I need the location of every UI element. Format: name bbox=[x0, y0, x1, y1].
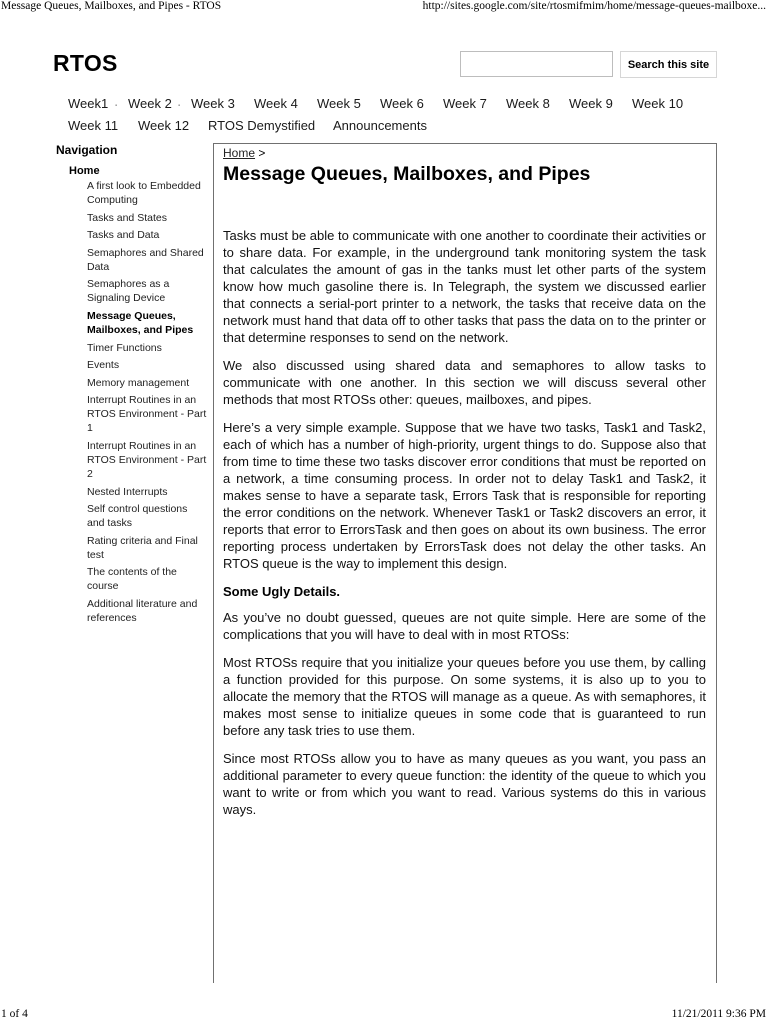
sidebar-item-self-control[interactable]: Self control questions and tasks bbox=[87, 503, 188, 530]
print-footer bbox=[0, 1008, 768, 1024]
nav-link-week4[interactable]: Week 4 bbox=[254, 96, 298, 111]
sidebar-item-nested-interrupts[interactable]: Nested Interrupts bbox=[87, 485, 168, 498]
nav-link-week3[interactable]: Week 3 bbox=[191, 96, 235, 111]
body-paragraph: Tasks must be able to communicate with one another to coordinate their activities or to share data. For example, in the underground tank monitoring system the task that calculates the amount of gas in the tanks must let other parts of the system know how much gasoline there is. In Telegraph, the system we discussed earlier that connects a serial-port printer to a network, the tasks that receive data on the network must hand that data off to other tasks that pass the data on to the printer or that determine responses to send on the network. bbox=[223, 228, 706, 345]
sidebar-item-timer-functions[interactable]: Timer Functions bbox=[87, 341, 162, 354]
nav-link-announcements[interactable]: Announcements bbox=[333, 118, 427, 133]
sidebar-item-additional-literature[interactable]: Additional literature and references bbox=[87, 597, 198, 624]
nav-link-week2[interactable]: Week 2 bbox=[128, 96, 172, 111]
page-title: Message Queues, Mailboxes, and Pipes bbox=[223, 163, 591, 185]
top-navigation-row-1 bbox=[68, 94, 728, 116]
nav-link-week6[interactable]: Week 6 bbox=[380, 96, 424, 111]
sidebar-item-semaphores-shared-data[interactable]: Semaphores and Shared Data bbox=[87, 246, 204, 273]
nav-link-week10[interactable]: Week 10 bbox=[632, 96, 684, 111]
body-paragraph: We also discussed using shared data and semaphores to allow tasks to communicate with one another. In this section we will discuss several other methods that most RTOSs other: queues, mailboxes, and pipes. bbox=[223, 358, 706, 407]
search-input[interactable] bbox=[460, 51, 613, 77]
site-title[interactable]: RTOS bbox=[53, 50, 118, 76]
sidebar-item-memory-management[interactable]: Memory management bbox=[87, 376, 190, 389]
nav-link-rtos-demystified[interactable]: RTOS Demystified bbox=[208, 118, 316, 133]
print-page-title: Message Queues, Mailboxes, and Pipes - RTOS bbox=[1, 0, 222, 12]
nav-separator: ▪ bbox=[115, 103, 118, 109]
sidebar-item-home[interactable]: Home bbox=[69, 165, 100, 177]
nav-link-week9[interactable]: Week 9 bbox=[569, 96, 613, 111]
body-paragraph: Here’s a very simple example. Suppose that we have two tasks, Task1 and Task2, each of which has a number of high-priority, urgent things to do. Suppose also that from time to time these two tasks discover error conditions that must be reported on a network, a time consuming process. In order not to delay Task1 and Task2, it makes sense to have a separate task, Errors Task that is responsible for reporting the error conditions on the network. Whenever Task1 or Task2 discovers an error, it reports that error to ErrorsTask and then goes on about its own business. The error reporting process undertaken by ErrorsTask does not delay the other tasks. An RTOS queue is the way to implement this design. bbox=[223, 420, 706, 571]
section-heading: Some Ugly Details. bbox=[223, 584, 341, 599]
nav-link-week1[interactable]: Week1 bbox=[68, 96, 109, 111]
nav-link-week12[interactable]: Week 12 bbox=[138, 118, 190, 133]
sidebar-heading: Navigation bbox=[56, 143, 118, 157]
print-datetime: 11/21/2011 9:36 PM bbox=[671, 1008, 766, 1020]
nav-link-week8[interactable]: Week 8 bbox=[506, 96, 550, 111]
sidebar-item-message-queues[interactable]: Message Queues, Mailboxes, and Pipes bbox=[87, 309, 194, 336]
print-header bbox=[0, 0, 768, 16]
sidebar-item-rating-criteria[interactable]: Rating criteria and Final test bbox=[87, 534, 198, 561]
top-navigation-row-2 bbox=[68, 116, 728, 138]
print-page-url: http://sites.google.com/site/rtosmifmim/home/message-queues-mailboxe... bbox=[422, 0, 766, 12]
top-navigation bbox=[68, 94, 728, 138]
sidebar-item-events[interactable]: Events bbox=[87, 359, 120, 372]
search-button[interactable]: Search this site bbox=[620, 51, 717, 78]
breadcrumb-home-link[interactable]: Home bbox=[223, 146, 256, 160]
nav-link-week11[interactable]: Week 11 bbox=[68, 118, 119, 133]
sidebar-item-interrupt-routines-1[interactable]: Interrupt Routines in an RTOS Environment - Part 1 bbox=[87, 394, 207, 435]
body-paragraph: As you’ve no doubt guessed, queues are not quite simple. Here are some of the complications that you will have to deal with in most RTOSs: bbox=[223, 610, 706, 642]
page-body bbox=[223, 227, 706, 829]
sidebar-item-interrupt-routines-2[interactable]: Interrupt Routines in an RTOS Environment - Part 2 bbox=[87, 439, 207, 480]
sidebar-navigation bbox=[56, 143, 206, 629]
body-paragraph: Since most RTOSs allow you to have as many queues as you want, you pass an additional parameter to every queue function: the identity of the queue to which you want to write or from which you want to read. Various systems do this in various ways. bbox=[223, 751, 706, 817]
sidebar-item-tasks-and-states[interactable]: Tasks and States bbox=[87, 211, 167, 224]
sidebar-item-embedded-computing[interactable]: A first look to Embedded Computing bbox=[87, 180, 201, 206]
sidebar-item-course-contents[interactable]: The contents of the course bbox=[87, 566, 177, 593]
breadcrumb-separator: > bbox=[258, 146, 266, 160]
nav-separator: ▪ bbox=[178, 103, 181, 109]
sidebar-item-tasks-and-data[interactable]: Tasks and Data bbox=[87, 229, 160, 242]
nav-link-week7[interactable]: Week 7 bbox=[443, 96, 487, 111]
print-page-number: 1 of 4 bbox=[1, 1008, 28, 1020]
breadcrumb bbox=[223, 146, 265, 160]
body-paragraph: Most RTOSs require that you initialize your queues before you use them, by calling a function provided for this purpose. On some systems, it is also up to you to allocate the memory that the RTOS will manage as a queue. As with semaphores, it makes most sense to initialize queues in some code that is guaranteed to run before any task tries to use them. bbox=[223, 655, 706, 738]
nav-link-week5[interactable]: Week 5 bbox=[317, 96, 361, 111]
sidebar-item-semaphores-signaling[interactable]: Semaphores as a Signaling Device bbox=[87, 278, 170, 305]
